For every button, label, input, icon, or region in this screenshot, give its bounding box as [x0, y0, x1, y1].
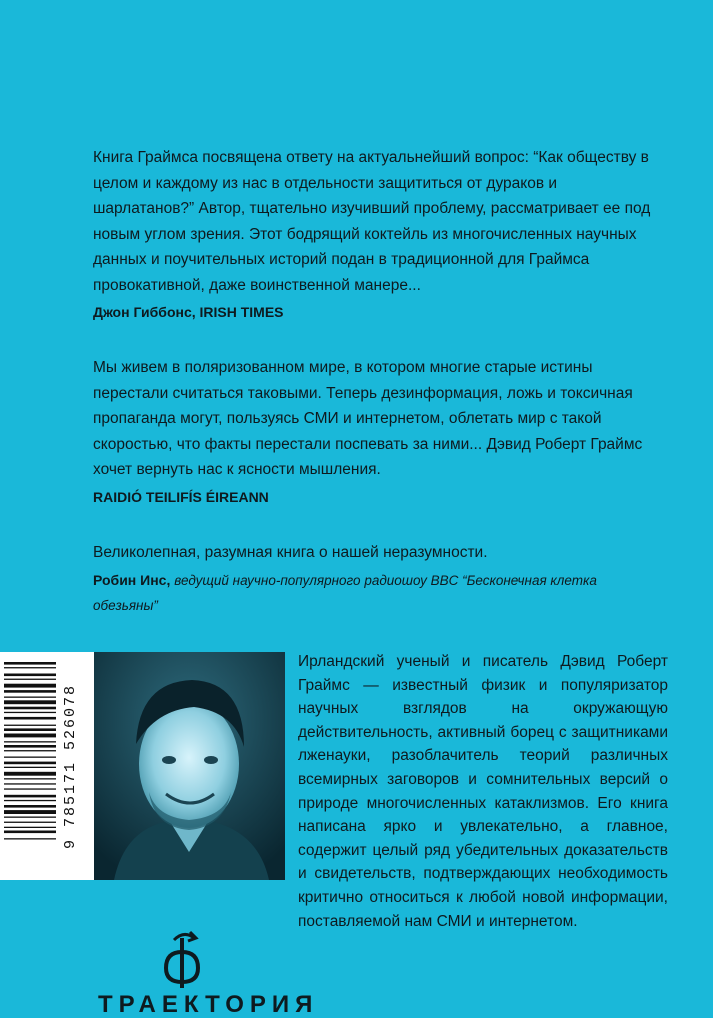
review-author: Джон Гиббонс, IRISH TIMES [93, 304, 284, 320]
review-author: Робин Инс, [93, 571, 171, 588]
publisher-name-text: ТРАЕКТОРИЯ [98, 991, 319, 1018]
author-bio [298, 650, 668, 933]
review-quote-1 [93, 145, 653, 326]
review-attribution [93, 300, 653, 326]
review-quote-3 [93, 540, 653, 619]
review-quote-2 [93, 355, 653, 510]
publisher-name [98, 980, 319, 1018]
isbn-barcode [0, 652, 94, 880]
barcode-bars-icon [0, 652, 58, 880]
review-text: Мы живем в поляризованном мире, в котором многие старые истины перестали считаться таковыми. Теперь дезинформация, ложь и токсичная пропаганда могут, пользуясь СМИ и интернетом, облетать мир с такой скоростью, что факты перестали поспевать за ними... Дэвид Роберт Граймс хочет вернуть нас к ясности мышления. [93, 359, 643, 478]
review-author-role: ведущий научно-популярного радиошоу BBC “Бесконечная клетка обезьяны” [93, 572, 597, 613]
author-photo [94, 652, 285, 880]
author-bio-text: Ирландский ученый и писатель Дэвид Роберт Граймс — известный физик и популяризатор научных взглядов на окружающую действительность, активный борец с защитниками лженауки, разоблачитель теорий различных всемирных заговоров и сомнительных версий о природе многочисленных катаклизмов. Его книга написана ярко и увлекательно, а главное, содержит целый ряд убедительных доказательств и свидетельств, подтверждающих необходимость критично относиться к любой новой информации, поставляемой нам СМИ и интернетом. [298, 653, 668, 930]
review-text: Великолепная, разумная книга о нашей неразумности. [93, 544, 488, 561]
isbn-number: 9 785171 526078 [62, 683, 79, 849]
review-author: RAIDIÓ TEILIFÍS ÉIREANN [93, 488, 269, 505]
review-attribution [93, 568, 653, 619]
review-attribution [93, 485, 653, 511]
review-text: Книга Граймса посвящена ответу на актуальнейший вопрос: “Как обществу в целом и каждому из нас в отдельности защититься от дураков и шарлатанов?” Автор, тщательно изучивший проблему, рассматривает ее под новым углом зрения. Этот бодрящий коктейль из многочисленных научных данных и поучительных историй подан в традиционной для Граймса провокативной, даже воинственной манере... [93, 149, 651, 294]
